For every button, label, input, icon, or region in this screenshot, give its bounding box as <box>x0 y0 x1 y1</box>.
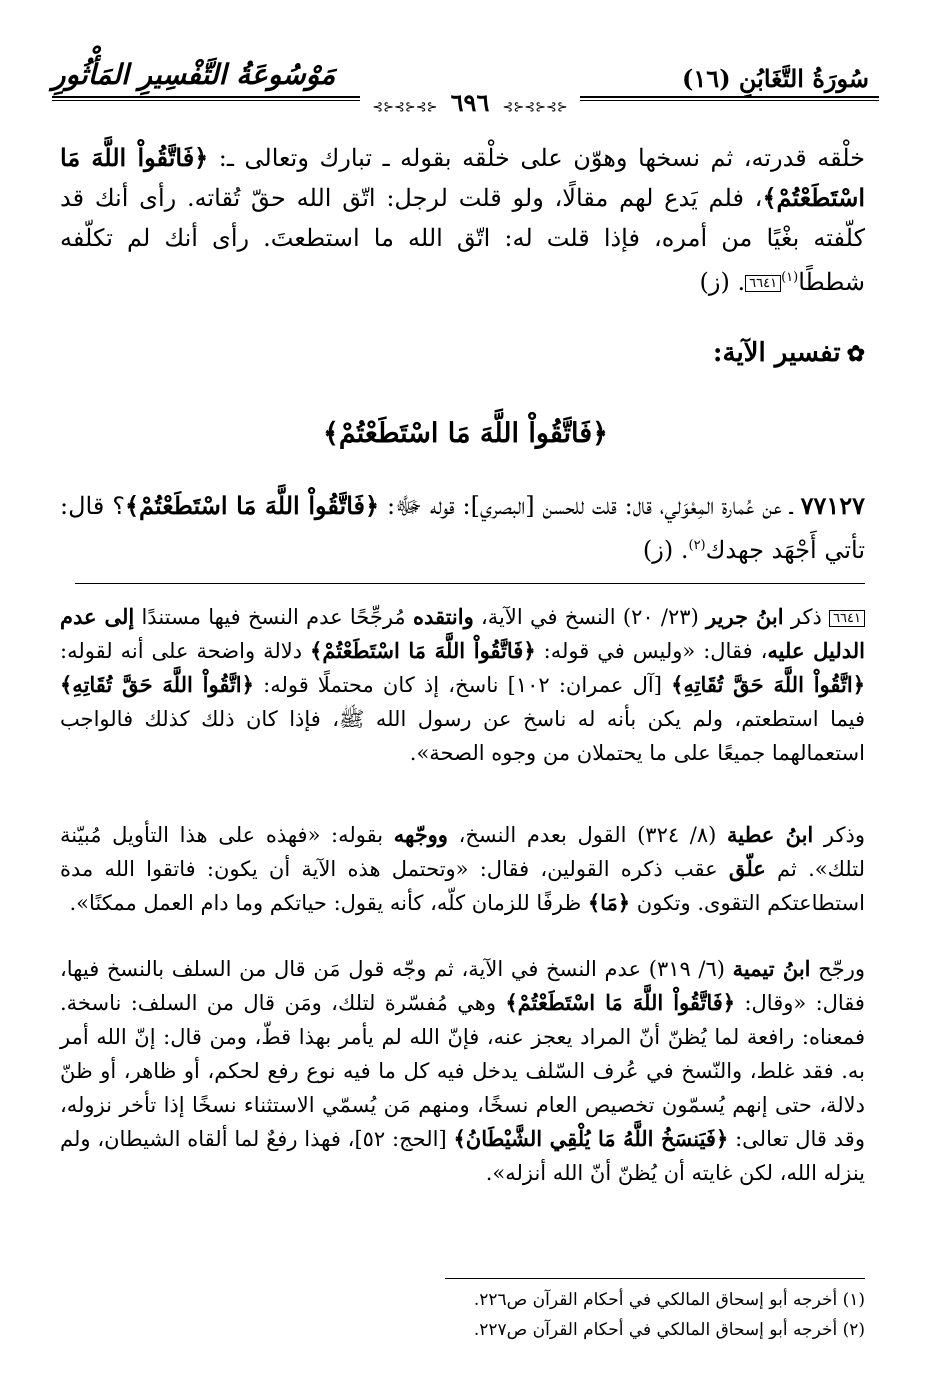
note-text: وهي مُفسّرة لتلك، ومَن قال من السلف: ناسخة. فمعناه: رافعة لما يُظنّ أنّ المراد يعجز عنه، فإنّ الله لم يأمر بهذا قطّ، ومن قال: إنّ الله أمر به. فقد غلط، والنّسخ في عُرف السّلف يدخل فيه كل ما فيه نوع رفع لحكم، أو ظاهر، أو ظنّ دلالة، حتى إنهم يُسمّون تخصيص العام نسخًا، ومنهم مَن يُسمّي الاستثناء نسخًا إذا تأخر نزوله، وقد قال تعالى: <box>60 991 865 1151</box>
note-text: ، فقال: «وليس في قوله: <box>535 639 768 663</box>
book-title: مَوْسُوعَةُ التَّفْسِيرِ المَأْثُورِ <box>52 58 336 91</box>
page-number-box <box>360 88 580 117</box>
note-text: عقب ذكره القولين، فقال: «وتحتمل هذه الآية أن يكون: فاتقوا الله مدة استطاعتكم التقوى. وتكون <box>60 857 865 915</box>
note-text: ذكر <box>783 605 830 629</box>
footnote-ref: (١) <box>781 270 799 285</box>
ornament-left: ⊰⊱⊰⊱⊰⊱ <box>372 100 438 115</box>
note-text: (٨/ ٣٢٤) القول بعدم النسخ، <box>447 823 727 847</box>
verse-heading: ﴿فَاتَّقُواْ اللَّهَ مَا اسْتَطَعْتُمْ﴾ <box>323 418 608 449</box>
page-number: ٦٩٦ <box>450 88 490 117</box>
intro-tail: . (ز) <box>699 268 746 296</box>
scholar-name: ابنُ جرير <box>706 604 784 629</box>
ornament-right: ⊰⊱⊰⊱⊰⊱ <box>502 100 568 115</box>
intro-paragraph <box>60 138 865 302</box>
footnotes-divider <box>445 1278 865 1279</box>
note-keyword: وانتقده <box>412 604 474 629</box>
section-heading <box>713 338 865 368</box>
note-text: (٢٣/ ٢٠) النسخ في الآية، <box>473 605 707 629</box>
hadith-tail: . (ز) <box>642 536 689 564</box>
scholar-name: ابنُ تيمية <box>732 956 811 981</box>
footnote-1: (١) أخرجه أبو إسحاق المالكي في أحكام القرآن ص٢٢٦. <box>473 1290 865 1310</box>
quran-quote: ﴿فَاتَّقُواْ اللَّهَ مَا اسْتَطَعْتُمْ﴾ <box>60 143 865 212</box>
footnote-ref: (٢) <box>688 538 706 553</box>
note-text: وذكر <box>813 823 865 847</box>
flower-icon: ✿ <box>846 341 865 367</box>
notes-divider <box>75 583 865 584</box>
quran-quote: ﴿فَاتَّقُواْ اللَّهَ مَا اسْتَطَعْتُمْ﴾ <box>310 638 536 663</box>
quran-quote: ﴿فَيَنسَخُ اللَّهُ مَا يُلْقِي الشَّيْطَانُ﴾ <box>453 1126 729 1151</box>
note-text: فيما استطعتم، ولم يكن بأنه له ناسخ عن رسول الله ﷺ، فإذا كان ذلك كذلك فالواجب استعمالهما جميعًا على ما يحتملان من وجوه الصحة». <box>60 707 865 765</box>
note-ref-box: ٦٦٤١ <box>745 275 781 292</box>
note-keyword: إلى عدم الدليل عليه <box>60 604 865 663</box>
note-text: ظرفًا للزمان كلّه، كأنه يقول: حياتكم وما دام العمل ممكنًا». <box>69 891 588 915</box>
scholar-name: ابنُ عطية <box>726 822 814 847</box>
quran-quote: ﴿فَاتَّقُواْ اللَّهَ مَا اسْتَطَعْتُمْ﴾ <box>505 990 736 1015</box>
note-text: [آل عمران: ١٠٢] ناسخ، إذ كان محتملًا قوله: <box>253 673 672 697</box>
hadith-text-1: ـ عن عُمارة المِعْوَلي، قال: قلت للحسن [البصري]: قوله ﷻ: <box>379 492 801 520</box>
intro-text-2: ، فلم يَدع لهم مقالًا، ولو قلت لرجل: اتّق الله حقّ تُقاته. رأى أنك قد كلّفته بغْيًا من أمره، فإذا قلت له: اتّق الله ما استطعتَ. رأى أنك لم تكلّفه شططًا <box>60 184 865 296</box>
surah-title: سُورَةُ التَّغَابُنِ (١٦) <box>682 64 869 93</box>
editorial-note-2 <box>60 818 865 920</box>
note-keyword: علّق <box>728 856 766 881</box>
quran-quote: ﴿مَا﴾ <box>587 890 631 915</box>
hadith-paragraph <box>60 486 865 570</box>
note-text: بقوله: «فهذه على هذا التأويل مُبيّنة لتلك». ثم <box>60 823 865 881</box>
footnote-2: (٢) أخرجه أبو إسحاق المالكي في أحكام القرآن ص٢٢٧. <box>473 1320 865 1340</box>
editorial-note-3 <box>60 952 865 1190</box>
note-text: دلالة واضحة على أنه لقوله: <box>60 639 311 663</box>
quran-quote: ﴿اتَّقُواْ اللَّهَ حَقَّ تُقَاتِهِ﴾ <box>671 672 866 697</box>
note-text: (٦/ ٣١٩) عدم النسخ في الآية، ثم وجّه قول مَن قال من السلف بالنسخ فيها، فقال: «وقال: <box>60 957 865 1015</box>
note-text: ورجّح <box>810 957 865 981</box>
section-heading-text: تفسير الآية: <box>712 338 841 368</box>
editorial-note-1 <box>60 600 865 770</box>
note-keyword: ووجّهه <box>393 822 448 847</box>
note-text: [الحج: ٥٢]، فهذا رفعٌ لما ألقاه الشيطان، ولم ينزله الله، لكن غايته أن يُظنّ أنّ الله أنزله». <box>60 1127 865 1185</box>
quran-quote: ﴿فَاتَّقُواْ اللَّهَ مَا اسْتَطَعْتُمْ﴾ <box>124 491 380 520</box>
note-ref-box: ٦٦٤١ <box>829 610 865 627</box>
hadith-text-2: ؟ قال: تأتي أَجْهَد جهدك <box>60 492 865 564</box>
intro-text-1: خلْقه قدرته، ثم نسخها وهوّن على خلْقه بقوله ـ تبارك وتعالى ـ: <box>208 144 866 172</box>
hadith-number: ٧٧١٢٧ <box>800 491 866 520</box>
note-text: مُرجِّحًا عدم النسخ فيها مستندًا <box>134 605 413 629</box>
quran-quote: ﴿اتَّقُواْ اللَّهَ حَقَّ تُقَاتِهِ﴾ <box>60 672 254 697</box>
